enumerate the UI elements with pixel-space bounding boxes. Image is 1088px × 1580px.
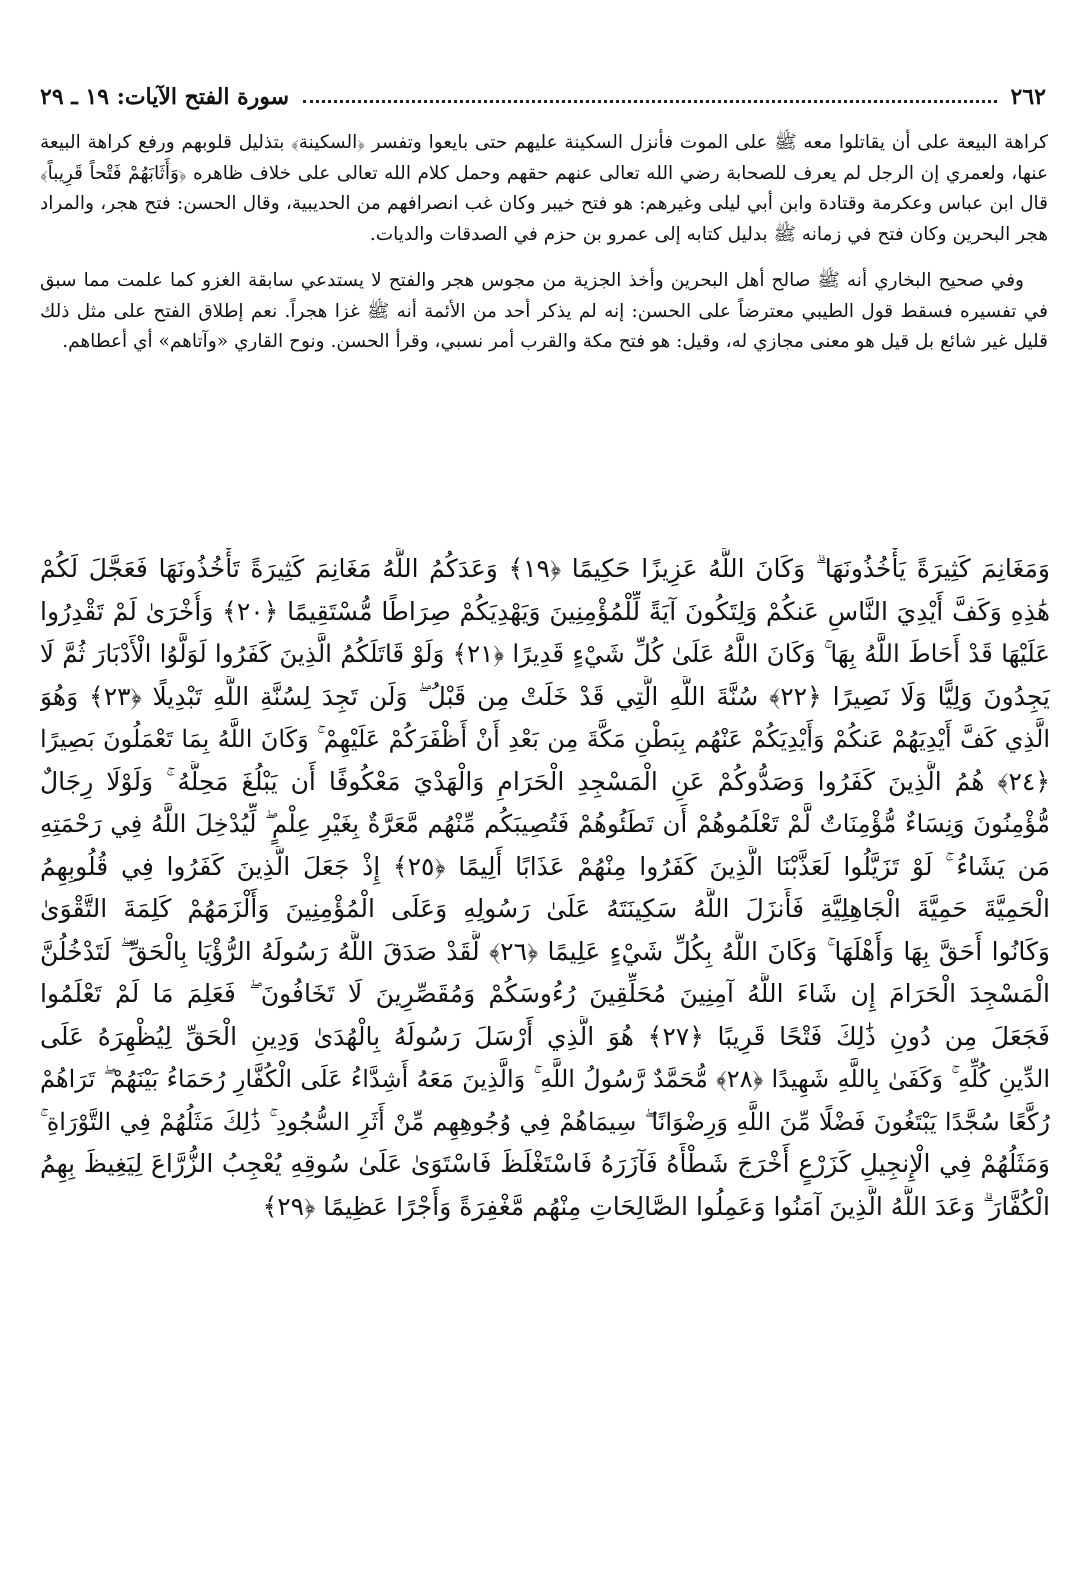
page-number: ٢٦٢ (1010, 84, 1046, 110)
leader-dots (303, 100, 996, 103)
running-title: سورة الفتح الآيات: ١٩ ـ ٢٩ (40, 84, 290, 110)
quran-line: ﴿٢٤﴾ هُمُ الَّذِينَ كَفَرُوا وَصَدُّوكُمْ عَنِ الْمَسْجِدِ الْحَرَامِ وَالْهَدْيَ مَعْكُوفًا أَن يَبْلُغَ مَحِلَّهُ ۚ وَلَوْلَا رِجَالٌ (40, 766, 1050, 796)
quran-line: مُّؤْمِنُونَ وَنِسَاءٌ مُّؤْمِنَاتٌ لَّمْ تَعْلَمُوهُمْ أَن تَطَئُوهُمْ فَتُصِيبَكُم مِّنْهُم مَّعَرَّةٌ بِغَيْرِ عِلْمٍ ۖ لِّيُدْخِلَ اللَّهُ فِي رَحْمَتِهِ (40, 809, 1050, 838)
quran-line: وَمَغَانِمَ كَثِيرَةً يَأْخُذُونَهَا ۗ وَكَانَ اللَّهُ عَزِيزًا حَكِيمًا ﴿١٩﴾ وَعَدَكُمُ اللَّهُ مَغَانِمَ كَثِيرَةً تَأْخُذُونَهَا فَعَجَّلَ لَكُمْ (40, 554, 1050, 583)
quran-line: فَجَعَلَ مِن دُونِ ذَٰلِكَ فَتْحًا قَرِيبًا ﴿٢٧﴾ هُوَ الَّذِي أَرْسَلَ رَسُولَهُ بِالْهُدَىٰ وَدِينِ الْحَقِّ لِيُظْهِرَهُ عَلَى (40, 1021, 1050, 1051)
quran-line: الْحَمِيَّةَ حَمِيَّةَ الْجَاهِلِيَّةِ فَأَنزَلَ اللَّهُ سَكِينَتَهُ عَلَىٰ رَسُولِهِ وَعَلَى الْمُؤْمِنِينَ وَأَلْزَمَهُمْ كَلِمَةَ التَّقْوَىٰ (40, 894, 1050, 923)
commentary-paragraph-2: وفي صحيح البخاري أنه ﷺ صالح أهل البحرين وأخذ الجزية من مجوس هجر والفتح لا يستدعي سابقة الغزو كما علمت مما سبق في تفسيره فسقط قول الطيبي معترضاً على الحسن: إنه لم يذكر أحد من الأئمة أنه ﷺ غزا هجراً. نعم إطلاق الفتح على مثل ذلك قليل غير شائع بل قيل هو معنى مجازي له، وقيل: هو فتح مكة والقرب أمر نسبي، وقرأ الحسن. ونوح القاري «وآتاهم» أي أعطاهم. (40, 270, 1048, 352)
quran-line: يَجِدُونَ وَلِيًّا وَلَا نَصِيرًا ﴿٢٢﴾ سُنَّةَ اللَّهِ الَّتِي قَدْ خَلَتْ مِن قَبْلُ ۖ وَلَن تَجِدَ لِسُنَّةِ اللَّهِ تَبْدِيلًا ﴿٢٣﴾ وَهُوَ (40, 681, 1050, 711)
commentary-text (40, 128, 1048, 374)
quran-line: الْمَسْجِدَ الْحَرَامَ إِن شَاءَ اللَّهُ آمِنِينَ مُحَلِّقِينَ رُءُوسَكُمْ وَمُقَصِّرِينَ لَا تَخَافُونَ ۖ فَعَلِمَ مَا لَمْ تَعْلَمُوا (40, 979, 1050, 1008)
quran-line: الْكُفَّارَ ۗ وَعَدَ اللَّهُ الَّذِينَ آمَنُوا وَعَمِلُوا الصَّالِحَاتِ مِنْهُم مَّغْفِرَةً وَأَجْرًا عَظِيمًا ﴿٢٩﴾ (262, 1191, 1050, 1221)
quran-verses (40, 548, 1050, 1228)
quran-line: الَّذِي كَفَّ أَيْدِيَهُمْ عَنكُمْ وَأَيْدِيَكُمْ عَنْهُم بِبَطْنِ مَكَّةَ مِن بَعْدِ أَنْ أَظْفَرَكُمْ عَلَيْهِمْ ۚ وَكَانَ اللَّهُ بِمَا تَعْمَلُونَ بَصِيرًا (40, 725, 1050, 753)
quran-line: وَمَثَلُهُمْ فِي الْإِنجِيلِ كَزَرْعٍ أَخْرَجَ شَطْأَهُ فَآزَرَهُ فَاسْتَغْلَظَ فَاسْتَوَىٰ عَلَىٰ سُوقِهِ يُعْجِبُ الزُّرَّاعَ لِيَغِيظَ بِهِمُ (40, 1149, 1050, 1178)
quran-line: مَن يَشَاءُ ۚ لَوْ تَزَيَّلُوا لَعَذَّبْنَا الَّذِينَ كَفَرُوا مِنْهُمْ عَذَابًا أَلِيمًا ﴿٢٥﴾ إِذْ جَعَلَ الَّذِينَ كَفَرُوا فِي قُلُوبِهِمُ (40, 851, 1050, 881)
quran-line: الدِّينِ كُلِّهِ ۚ وَكَفَىٰ بِاللَّهِ شَهِيدًا ﴿٢٨﴾ مُّحَمَّدٌ رَّسُولُ اللَّهِ ۚ وَالَّذِينَ مَعَهُ أَشِدَّاءُ عَلَى الْكُفَّارِ رُحَمَاءُ بَيْنَهُمْ ۖ تَرَاهُمْ (40, 1065, 1050, 1093)
page-header (40, 82, 1046, 112)
commentary-paragraph-1: كراهة البيعة على أن يقاتلوا معه ﷺ على الموت فأنزل السكينة عليهم حتى بايعوا وتفسر ﴿السكينة﴾ بتذليل قلوبهم ورفع كراهة البيعة عنها، ولعمري إن الرجل لم يعرف للصحابة رضي الله تعالى عنهم حقهم وحمل كلام الله تعالى على خلاف ظاهره ﴿وَأَثَابَهُمْ فَتْحاً قَرِيباً﴾ قال ابن عباس وعكرمة وقتادة وابن أبي ليلى وغيرهم: هو فتح خيبر وكان غب انصرافهم من الحديبية، وقال الحسن: فتح هجر، والمراد هجر البحرين وكان فتح في زمانه ﷺ بدليل كتابه إلى عمرو بن حزم في الصدقات والديات. (40, 132, 1048, 245)
quran-line: وَكَانُوا أَحَقَّ بِهَا وَأَهْلَهَا ۚ وَكَانَ اللَّهُ بِكُلِّ شَيْءٍ عَلِيمًا ﴿٢٦﴾ لَّقَدْ صَدَقَ اللَّهُ رَسُولَهُ الرُّؤْيَا بِالْحَقِّ ۖ لَتَدْخُلُنَّ (40, 936, 1050, 966)
quran-line: هَٰذِهِ وَكَفَّ أَيْدِيَ النَّاسِ عَنكُمْ وَلِتَكُونَ آيَةً لِّلْمُؤْمِنِينَ وَيَهْدِيَكُمْ صِرَاطًا مُّسْتَقِيمًا ﴿٢٠﴾ وَأُخْرَىٰ لَمْ تَقْدِرُوا (40, 596, 1050, 626)
quran-line: عَلَيْهَا قَدْ أَحَاطَ اللَّهُ بِهَا ۚ وَكَانَ اللَّهُ عَلَىٰ كُلِّ شَيْءٍ قَدِيرًا ﴿٢١﴾ وَلَوْ قَاتَلَكُمُ الَّذِينَ كَفَرُوا لَوَلَّوُا الْأَدْبَارَ ثُمَّ لَا (40, 639, 1050, 668)
quran-line: رُكَّعًا سُجَّدًا يَبْتَغُونَ فَضْلًا مِّنَ اللَّهِ وَرِضْوَانًا ۖ سِيمَاهُمْ فِي وُجُوهِهِم مِّنْ أَثَرِ السُّجُودِ ۚ ذَٰلِكَ مَثَلُهُمْ فِي التَّوْرَاةِ ۚ (40, 1107, 1050, 1136)
